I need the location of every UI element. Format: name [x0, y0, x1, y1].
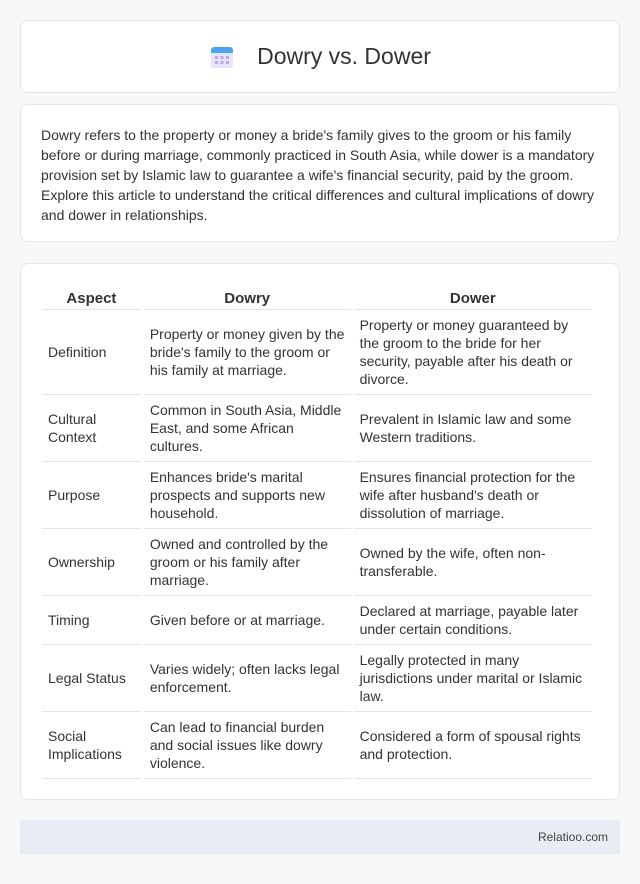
cell-aspect: Cultural Context: [42, 395, 141, 462]
table-row: [42, 596, 592, 645]
table-header-row: [42, 286, 592, 310]
footer: [20, 820, 620, 854]
cell-dowry: Varies widely; often lacks legal enforcement.: [144, 645, 351, 712]
cell-aspect: Social Implications: [42, 712, 141, 779]
cell-dowry: Given before or at marriage.: [144, 596, 351, 645]
table-row: [42, 310, 592, 395]
comparison-card: [20, 263, 620, 800]
cell-dower: Considered a form of spousal rights and protection.: [354, 712, 592, 779]
intro-text: Dowry refers to the property or money a bride's family gives to the groom or his family before or during marriage, commonly practiced in South Asia, while dower is a mandatory provision set by Islamic law to guarantee a wife's financial security, paid by the groom. Explore this article to understand the critical differences and cultural implications of dowry and dower in relationships.: [41, 127, 595, 223]
cell-aspect: Definition: [42, 310, 141, 395]
table-row: [42, 712, 592, 779]
cell-dower: Legally protected in many jurisdictions under marital or Islamic law.: [354, 645, 592, 712]
table-row: [42, 529, 592, 596]
cell-dower: Declared at marriage, payable later under certain conditions.: [354, 596, 592, 645]
header-dowry: Dowry: [144, 286, 351, 310]
page-title: Dowry vs. Dower: [257, 43, 431, 69]
table-row: [42, 395, 592, 462]
intro-card: [20, 104, 620, 242]
cell-dower: Property or money guaranteed by the groom to the bride for her security, payable after his death or divorce.: [354, 310, 592, 395]
header-dower: Dower: [354, 286, 592, 310]
cell-dowry: Property or money given by the bride's family to the groom or his family at marriage.: [144, 310, 351, 395]
comparison-table: [39, 286, 595, 779]
cell-dowry: Can lead to financial burden and social issues like dowry violence.: [144, 712, 351, 779]
cell-dowry: Common in South Asia, Middle East, and some African cultures.: [144, 395, 351, 462]
calendar-icon: [209, 44, 235, 70]
title-card: [20, 20, 620, 93]
table-row: [42, 462, 592, 529]
cell-dower: Ensures financial protection for the wife after husband's death or dissolution of marriage.: [354, 462, 592, 529]
cell-dower: Owned by the wife, often non-transferable.: [354, 529, 592, 596]
cell-dowry: Enhances bride's marital prospects and supports new household.: [144, 462, 351, 529]
footer-brand[interactable]: Relatioo.com: [537, 830, 608, 844]
cell-aspect: Legal Status: [42, 645, 141, 712]
cell-dower: Prevalent in Islamic law and some Western traditions.: [354, 395, 592, 462]
table-row: [42, 645, 592, 712]
cell-dowry: Owned and controlled by the groom or his family after marriage.: [144, 529, 351, 596]
header-aspect: Aspect: [42, 286, 141, 310]
cell-aspect: Timing: [42, 596, 141, 645]
cell-aspect: Purpose: [42, 462, 141, 529]
cell-aspect: Ownership: [42, 529, 141, 596]
